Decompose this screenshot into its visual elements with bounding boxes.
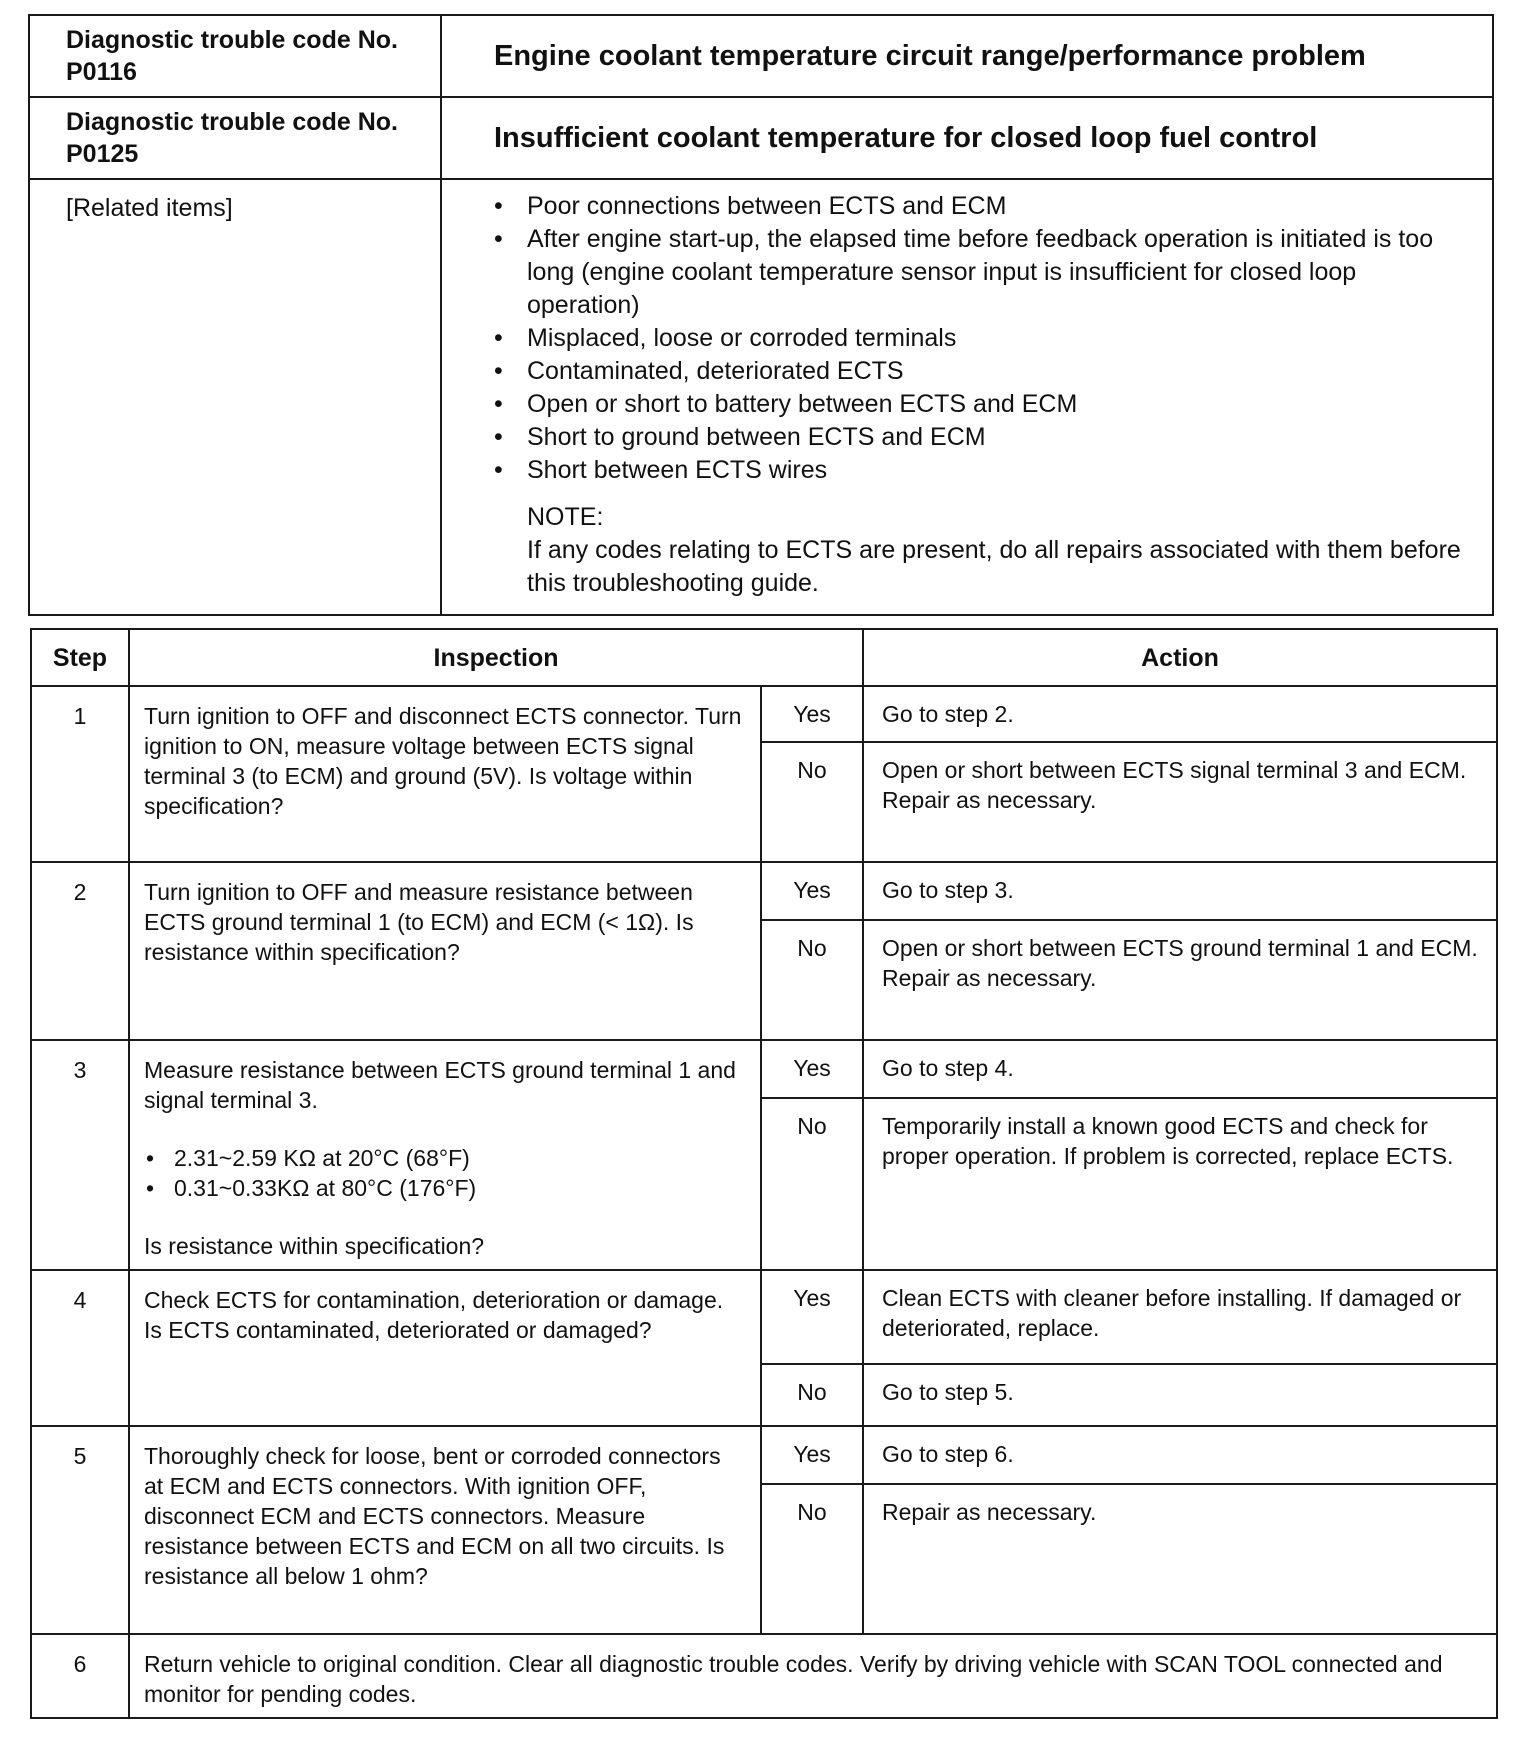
related-item: • After engine start-up, the elapsed time before feedback operation is initiated is too long (engine coolant temperature sensor input is insufficient for closed loop operation) bbox=[494, 223, 1472, 322]
step-row-5 bbox=[31, 1426, 1497, 1484]
yes-action: Go to step 4. bbox=[863, 1040, 1497, 1098]
related-items-label: [Related items] bbox=[29, 179, 441, 615]
inspection-question: Is resistance within specification? bbox=[144, 1233, 485, 1259]
dtc-code-label-1: Diagnostic trouble code No. P0116 bbox=[29, 15, 441, 97]
step-inspection: Thoroughly check for loose, bent or corroded connectors at ECM and ECTS connectors. With ignition OFF, disconnect ECM and ECTS connectors. Measure resistance between ECTS and ECM on all two circuits. Is resistance all below 1 ohm? bbox=[129, 1426, 761, 1634]
no-label: No bbox=[761, 1364, 863, 1426]
related-item: • Open or short to battery between ECTS and ECM bbox=[494, 388, 1472, 421]
related-item: • Short between ECTS wires bbox=[494, 454, 1472, 487]
resistance-spec-list bbox=[144, 1143, 746, 1203]
final-step-text: Return vehicle to original condition. Clear all diagnostic trouble codes. Verify by driving vehicle with SCAN TOOL connected and monitor for pending codes. bbox=[129, 1634, 1497, 1718]
no-action: Repair as necessary. bbox=[863, 1484, 1497, 1634]
no-action: Go to step 5. bbox=[863, 1364, 1497, 1426]
no-label: No bbox=[761, 1484, 863, 1634]
yes-action: Go to step 6. bbox=[863, 1426, 1497, 1484]
no-action: Temporarily install a known good ECTS and check for proper operation. If problem is corrected, replace ECTS. bbox=[863, 1098, 1497, 1270]
yes-label: Yes bbox=[761, 1270, 863, 1364]
step-row-4 bbox=[31, 1270, 1497, 1364]
step-number: 2 bbox=[31, 862, 129, 1040]
dtc-code-label-2: Diagnostic trouble code No. P0125 bbox=[29, 97, 441, 179]
resistance-spec: • 0.31~0.33KΩ at 80°C (176°F) bbox=[144, 1173, 746, 1203]
step-number: 4 bbox=[31, 1270, 129, 1426]
step-inspection bbox=[129, 1040, 761, 1270]
step-number: 5 bbox=[31, 1426, 129, 1634]
yes-action: Go to step 2. bbox=[863, 686, 1497, 742]
column-header-step: Step bbox=[31, 629, 129, 686]
step-number: 6 bbox=[31, 1634, 129, 1718]
note-text: If any codes relating to ECTS are present, do all repairs associated with them before this troubleshooting guide. bbox=[527, 536, 1461, 597]
column-header-action: Action bbox=[863, 629, 1497, 686]
related-item: • Short to ground between ECTS and ECM bbox=[494, 421, 1472, 454]
yes-label: Yes bbox=[761, 1426, 863, 1484]
note-label: NOTE: bbox=[527, 503, 604, 531]
step-row-2 bbox=[31, 862, 1497, 920]
related-item: • Contaminated, deteriorated ECTS bbox=[494, 355, 1472, 388]
yes-action: Clean ECTS with cleaner before installing. If damaged or deteriorated, replace. bbox=[863, 1270, 1497, 1364]
column-header-inspection: Inspection bbox=[129, 629, 863, 686]
step-row-1 bbox=[31, 686, 1497, 742]
step-inspection: Turn ignition to OFF and measure resistance between ECTS ground terminal 1 (to ECM) and ECM (< 1Ω). Is resistance within specification? bbox=[129, 862, 761, 1040]
related-item: • Misplaced, loose or corroded terminals bbox=[494, 322, 1472, 355]
step-number: 3 bbox=[31, 1040, 129, 1270]
yes-label: Yes bbox=[761, 862, 863, 920]
yes-label: Yes bbox=[761, 1040, 863, 1098]
inspection-text: Measure resistance between ECTS ground terminal 1 and signal terminal 3. bbox=[144, 1057, 736, 1113]
related-item: • Poor connections between ECTS and ECM bbox=[494, 190, 1472, 223]
no-label: No bbox=[761, 920, 863, 1040]
note-block bbox=[494, 501, 1472, 600]
no-action: Open or short between ECTS signal terminal 3 and ECM. Repair as necessary. bbox=[863, 742, 1497, 862]
dtc-code-title-1: Engine coolant temperature circuit range/performance problem bbox=[441, 15, 1493, 97]
step-number: 1 bbox=[31, 686, 129, 862]
dtc-code-title-2: Insufficient coolant temperature for closed loop fuel control bbox=[441, 97, 1493, 179]
step-inspection: Turn ignition to OFF and disconnect ECTS connector. Turn ignition to ON, measure voltage between ECTS signal terminal 3 (to ECM) and ground (5V). Is voltage within specification? bbox=[129, 686, 761, 862]
yes-action: Go to step 3. bbox=[863, 862, 1497, 920]
no-label: No bbox=[761, 1098, 863, 1270]
related-items-cell bbox=[441, 179, 1493, 615]
dtc-header-table bbox=[28, 14, 1494, 616]
related-items-list bbox=[494, 190, 1472, 487]
step-row-3 bbox=[31, 1040, 1497, 1098]
troubleshooting-steps-table bbox=[30, 628, 1498, 1719]
no-action: Open or short between ECTS ground terminal 1 and ECM. Repair as necessary. bbox=[863, 920, 1497, 1040]
yes-label: Yes bbox=[761, 686, 863, 742]
resistance-spec: • 2.31~2.59 KΩ at 20°C (68°F) bbox=[144, 1143, 746, 1173]
step-inspection: Check ECTS for contamination, deterioration or damage. Is ECTS contaminated, deteriorated or damaged? bbox=[129, 1270, 761, 1426]
step-row-6 bbox=[31, 1634, 1497, 1718]
no-label: No bbox=[761, 742, 863, 862]
